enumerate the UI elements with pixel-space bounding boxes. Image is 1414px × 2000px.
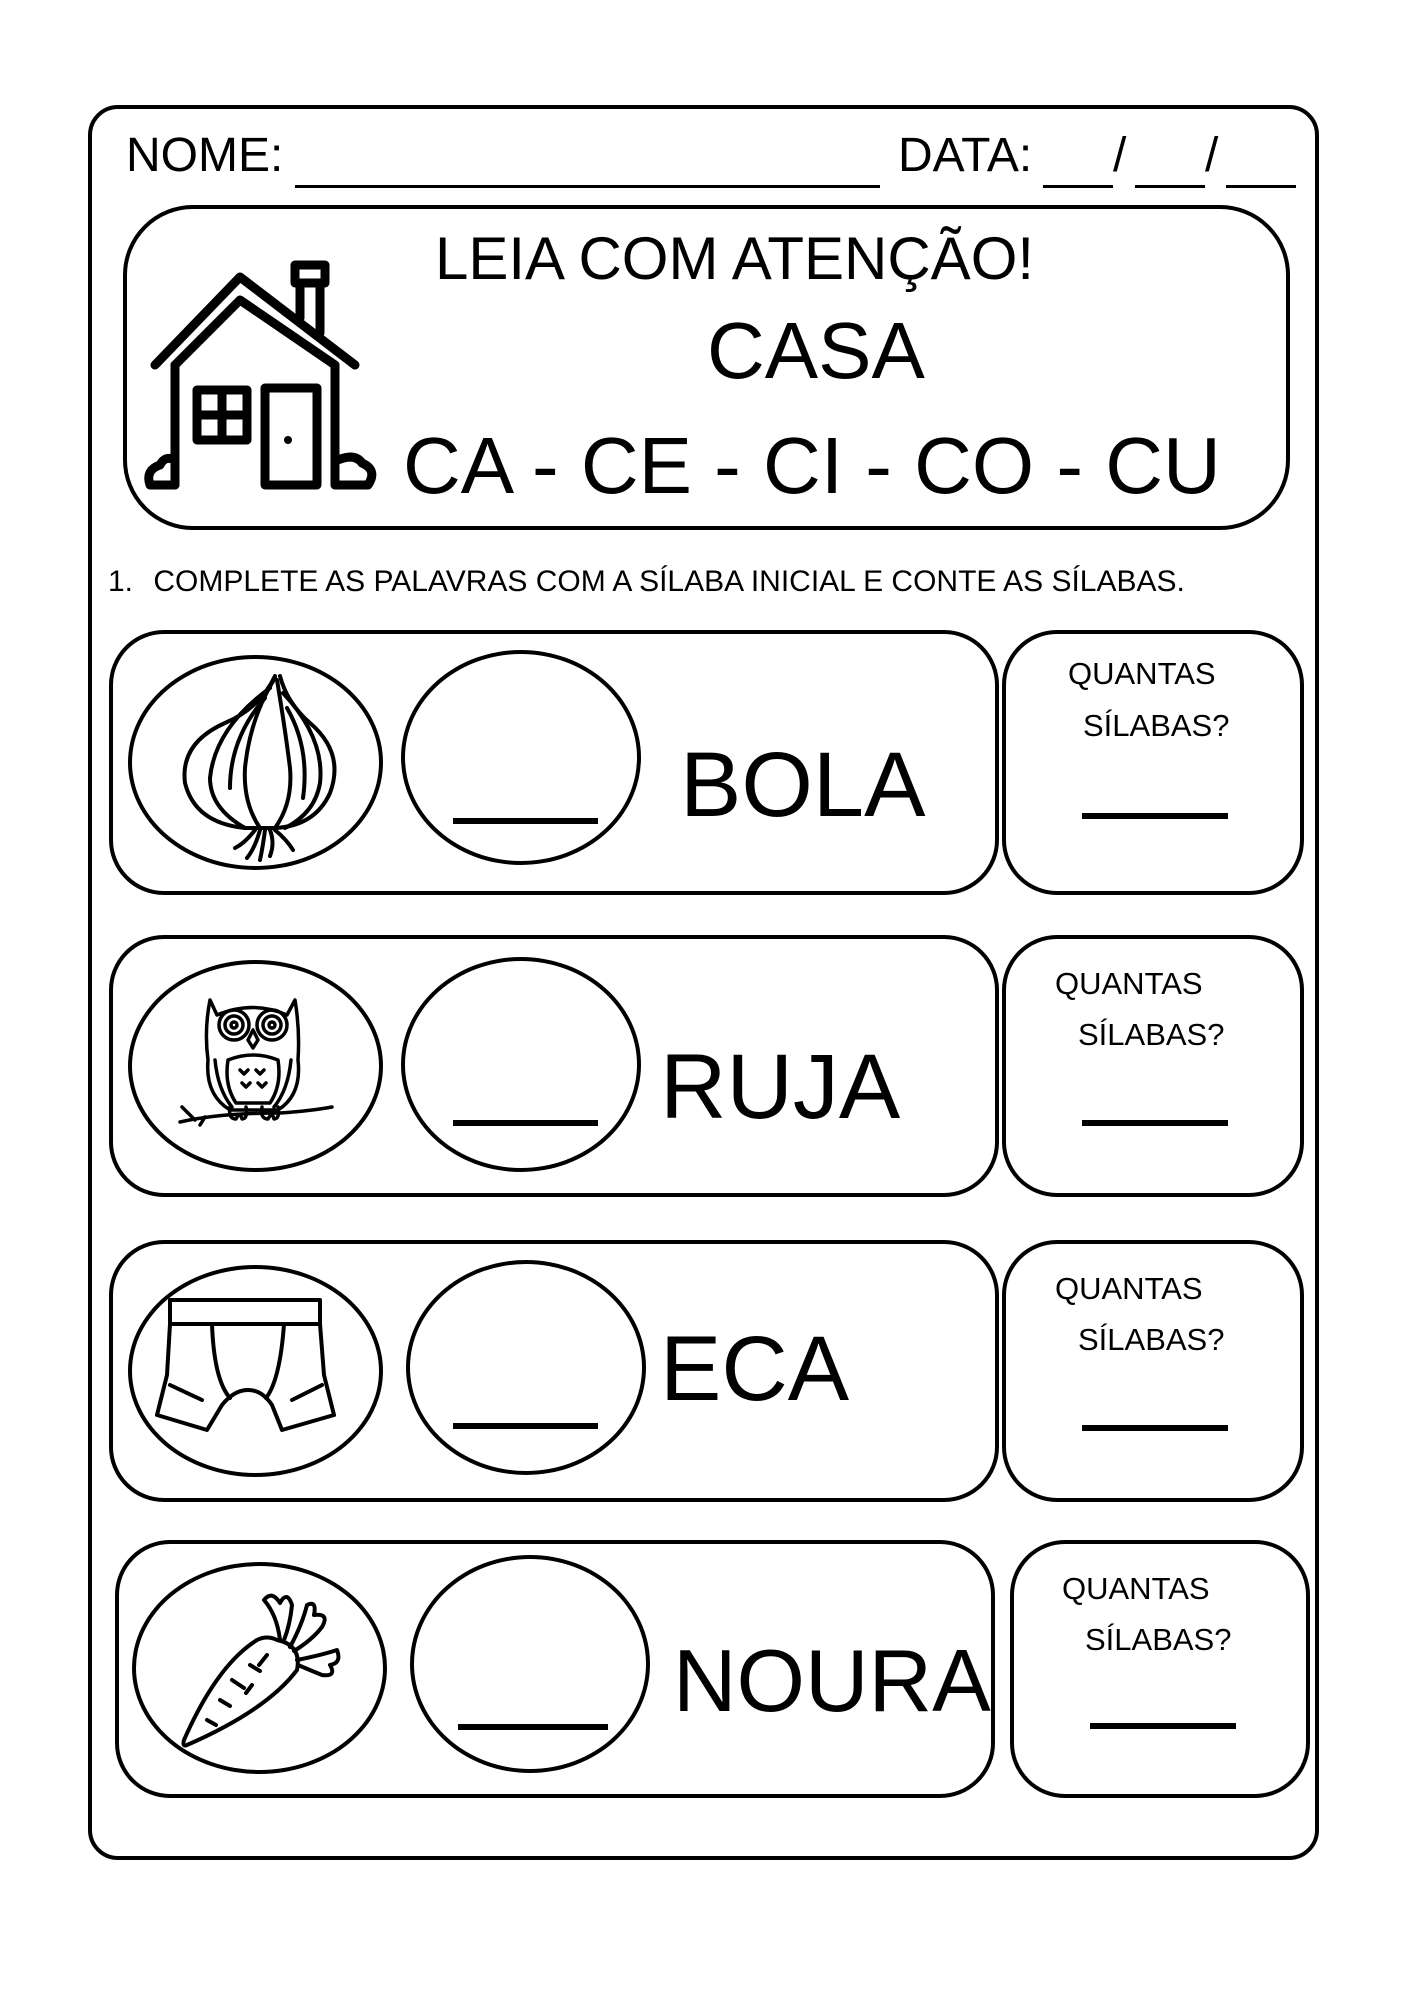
date-separator: /	[1113, 129, 1127, 182]
carrot-icon	[172, 1585, 347, 1760]
date-separator: /	[1205, 129, 1219, 182]
word-ending: NOURA	[673, 1631, 991, 1730]
question-line-1: QUANTAS	[1062, 1571, 1210, 1606]
syllable-blank[interactable]	[453, 1120, 598, 1126]
name-field[interactable]	[126, 128, 283, 183]
syllable-blank[interactable]	[458, 1724, 608, 1730]
date-year-line[interactable]	[1226, 185, 1296, 188]
date-day-line[interactable]	[1043, 185, 1113, 188]
onion-icon	[175, 668, 340, 863]
count-blank[interactable]	[1082, 813, 1228, 819]
word-ending: ECA	[660, 1318, 850, 1420]
count-blank[interactable]	[1082, 1120, 1228, 1126]
name-label: NOME:	[126, 129, 284, 182]
answer-oval[interactable]	[401, 957, 641, 1172]
question-line-1: QUANTAS	[1068, 656, 1216, 691]
question-line-2: SÍLABAS?	[1078, 1017, 1225, 1052]
date-label: DATA:	[898, 129, 1033, 182]
word-ending: BOLA	[680, 734, 926, 836]
count-blank[interactable]	[1082, 1425, 1228, 1431]
question-line-2: SÍLABAS?	[1078, 1322, 1225, 1357]
answer-oval[interactable]	[401, 650, 641, 865]
exercise-text: COMPLETE AS PALAVRAS COM A SÍLABA INICIAL E CONTE AS SÍLABAS.	[153, 565, 1185, 598]
date-field[interactable]	[898, 128, 1032, 183]
syllable-blank[interactable]	[453, 818, 598, 824]
title-word: CASA	[707, 306, 925, 395]
date-month-line[interactable]	[1135, 185, 1205, 188]
question-line-1: QUANTAS	[1055, 966, 1203, 1001]
title-syllables: CA - CE - CI - CO - CU	[403, 421, 1221, 510]
question-line-1: QUANTAS	[1055, 1271, 1203, 1306]
exercise-number: 1.	[108, 565, 134, 598]
question-line-2: SÍLABAS?	[1083, 708, 1230, 743]
question-line-2: SÍLABAS?	[1085, 1622, 1232, 1657]
answer-oval[interactable]	[410, 1555, 650, 1773]
word-ending: RUJA	[660, 1036, 901, 1138]
owl-icon	[170, 985, 340, 1135]
house-icon	[140, 255, 385, 500]
syllable-blank[interactable]	[453, 1423, 598, 1429]
count-blank[interactable]	[1090, 1723, 1236, 1729]
answer-oval[interactable]	[406, 1260, 646, 1475]
underwear-icon	[152, 1290, 342, 1440]
title-instruction: LEIA COM ATENÇÃO!	[435, 225, 1035, 292]
name-line[interactable]	[295, 185, 880, 188]
exercise-instruction	[108, 565, 1185, 599]
